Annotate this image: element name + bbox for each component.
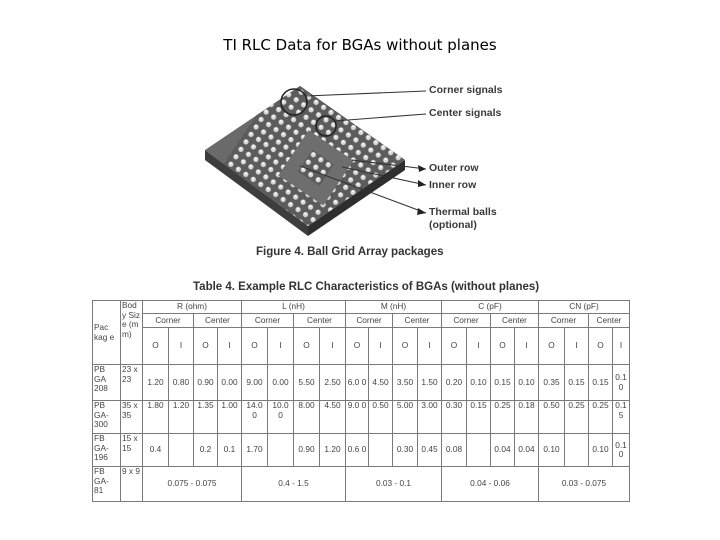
value-cell: 0.10 <box>539 434 565 467</box>
cn-center: Center <box>589 314 630 328</box>
c-corner: Corner <box>442 314 491 328</box>
value-cell: 0.6 0 <box>346 434 369 467</box>
value-cell: 0.1 0 <box>613 434 630 467</box>
range-cell: 0.03 - 0.075 <box>539 467 630 502</box>
range-cell: 0.4 - 1.5 <box>242 467 346 502</box>
value-cell: 0.10 <box>467 365 491 401</box>
header-oi-cell: I <box>515 328 539 365</box>
value-cell: 0.04 <box>491 434 515 467</box>
l-center: Center <box>294 314 346 328</box>
callout-inner-row: Inner row <box>429 179 477 191</box>
value-cell <box>467 434 491 467</box>
value-cell: 9.00 <box>242 365 268 401</box>
header-row-groups <box>93 301 630 314</box>
value-cell: 0.90 <box>194 365 218 401</box>
table-row <box>93 467 630 502</box>
value-cell: 14.0 0 <box>242 401 268 434</box>
header-oi-cell: O <box>442 328 467 365</box>
value-cell: 1.20 <box>143 365 169 401</box>
value-cell: 2.50 <box>320 365 346 401</box>
value-cell: 1.50 <box>418 365 442 401</box>
header-oi-cell: I <box>565 328 589 365</box>
body-size-cell: 15 x 15 <box>121 434 143 467</box>
header-oi-cell: O <box>294 328 320 365</box>
range-cell: 0.075 - 0.075 <box>143 467 242 502</box>
cn-corner: Corner <box>539 314 589 328</box>
table-row <box>93 434 630 467</box>
value-cell: 0.04 <box>515 434 539 467</box>
header-oi-cell: O <box>242 328 268 365</box>
value-cell: 0.1 0 <box>613 365 630 401</box>
value-cell: 0.80 <box>169 365 194 401</box>
table-caption: Table 4. Example RLC Characteristics of BGAs (without planes) <box>193 281 540 293</box>
value-cell: 0.25 <box>589 401 613 434</box>
table-row <box>93 365 630 401</box>
value-cell: 0.25 <box>565 401 589 434</box>
value-cell: 1.20 <box>320 434 346 467</box>
value-cell: 0.15 <box>467 401 491 434</box>
body-size-cell: 9 x 9 <box>121 467 143 502</box>
package-cell: PB GA 208 <box>93 365 121 401</box>
value-cell: 0.18 <box>515 401 539 434</box>
body-size-cell: 23 x 23 <box>121 365 143 401</box>
header-oi-cell: I <box>467 328 491 365</box>
value-cell: 5.00 <box>393 401 418 434</box>
slide-title: TI RLC Data for BGAs without planes <box>223 36 497 54</box>
m-center: Center <box>393 314 442 328</box>
header-oi-cell: I <box>169 328 194 365</box>
header-oi-cell: O <box>539 328 565 365</box>
table-row <box>93 401 630 434</box>
center-leader <box>335 114 426 121</box>
value-cell: 0.90 <box>294 434 320 467</box>
header-r: R (ohm) <box>143 301 242 314</box>
header-m: M (nH) <box>346 301 442 314</box>
value-cell: 0.1 <box>218 434 242 467</box>
value-cell: 0.08 <box>442 434 467 467</box>
value-cell: 1.80 <box>143 401 169 434</box>
value-cell: 1.20 <box>169 401 194 434</box>
value-cell: 1.70 <box>242 434 268 467</box>
header-oi-cell: I <box>320 328 346 365</box>
l-corner: Corner <box>242 314 294 328</box>
package-cell: PB GA- 300 <box>93 401 121 434</box>
package-cell: FB GA- 81 <box>93 467 121 502</box>
corner-leader <box>306 91 426 96</box>
value-cell: 0.4 <box>143 434 169 467</box>
header-oi-cell: O <box>393 328 418 365</box>
callout-thermal-balls: Thermal balls <box>429 206 497 218</box>
value-cell: 1.35 <box>194 401 218 434</box>
header-oi-cell: I <box>268 328 294 365</box>
figure-caption: Figure 4. Ball Grid Array packages <box>256 246 444 258</box>
value-cell: 0.45 <box>418 434 442 467</box>
callout-center-signals: Center signals <box>429 107 502 119</box>
value-cell: 0.30 <box>393 434 418 467</box>
header-oi-cell: O <box>589 328 613 365</box>
value-cell: 0.20 <box>442 365 467 401</box>
value-cell: 0.10 <box>515 365 539 401</box>
value-cell: 6.0 0 <box>346 365 369 401</box>
value-cell: 0.15 <box>565 365 589 401</box>
header-oi-cell: O <box>346 328 369 365</box>
value-cell: 3.50 <box>393 365 418 401</box>
header-oi-cell: O <box>491 328 515 365</box>
callout-outer-row: Outer row <box>429 162 479 174</box>
header-oi-cell: I <box>613 328 630 365</box>
c-center: Center <box>491 314 539 328</box>
header-c: C (pF) <box>442 301 539 314</box>
value-cell: 0.15 <box>589 365 613 401</box>
package-cell: FB GA- 196 <box>93 434 121 467</box>
value-cell: 8.00 <box>294 401 320 434</box>
value-cell: 0.50 <box>369 401 393 434</box>
value-cell <box>268 434 294 467</box>
value-cell: 0.35 <box>539 365 565 401</box>
range-cell: 0.03 - 0.1 <box>346 467 442 502</box>
header-body-size: Bod y Siz e (m m) <box>121 301 143 365</box>
value-cell: 4.50 <box>369 365 393 401</box>
value-cell <box>565 434 589 467</box>
rlc-table <box>92 300 630 502</box>
value-cell: 5.50 <box>294 365 320 401</box>
header-oi-cell: I <box>418 328 442 365</box>
r-center: Center <box>194 314 242 328</box>
value-cell: 0.25 <box>491 401 515 434</box>
value-cell: 1.00 <box>218 401 242 434</box>
value-cell: 0.1 5 <box>613 401 630 434</box>
callout-thermal-optional: (optional) <box>429 219 477 231</box>
callout-corner-signals: Corner signals <box>429 84 503 96</box>
value-cell: 0.15 <box>491 365 515 401</box>
header-package: Pac kag e <box>93 301 121 365</box>
header-oi-cell: O <box>194 328 218 365</box>
header-l: L (nH) <box>242 301 346 314</box>
r-corner: Corner <box>143 314 194 328</box>
body-size-cell: 35 x 35 <box>121 401 143 434</box>
value-cell: 3.00 <box>418 401 442 434</box>
value-cell: 9.0 0 <box>346 401 369 434</box>
header-oi-cell: O <box>143 328 169 365</box>
value-cell: 0.00 <box>218 365 242 401</box>
header-oi-cell: I <box>369 328 393 365</box>
value-cell: 0.10 <box>589 434 613 467</box>
value-cell <box>369 434 393 467</box>
value-cell: 10.0 0 <box>268 401 294 434</box>
header-row-oi <box>93 328 630 365</box>
value-cell: 0.00 <box>268 365 294 401</box>
m-corner: Corner <box>346 314 393 328</box>
value-cell: 0.2 <box>194 434 218 467</box>
value-cell <box>169 434 194 467</box>
range-cell: 0.04 - 0.06 <box>442 467 539 502</box>
header-cn: CN (pF) <box>539 301 630 314</box>
header-row-sub <box>93 314 630 328</box>
value-cell: 4.50 <box>320 401 346 434</box>
header-oi-cell: I <box>218 328 242 365</box>
value-cell: 0.50 <box>539 401 565 434</box>
value-cell: 0.30 <box>442 401 467 434</box>
